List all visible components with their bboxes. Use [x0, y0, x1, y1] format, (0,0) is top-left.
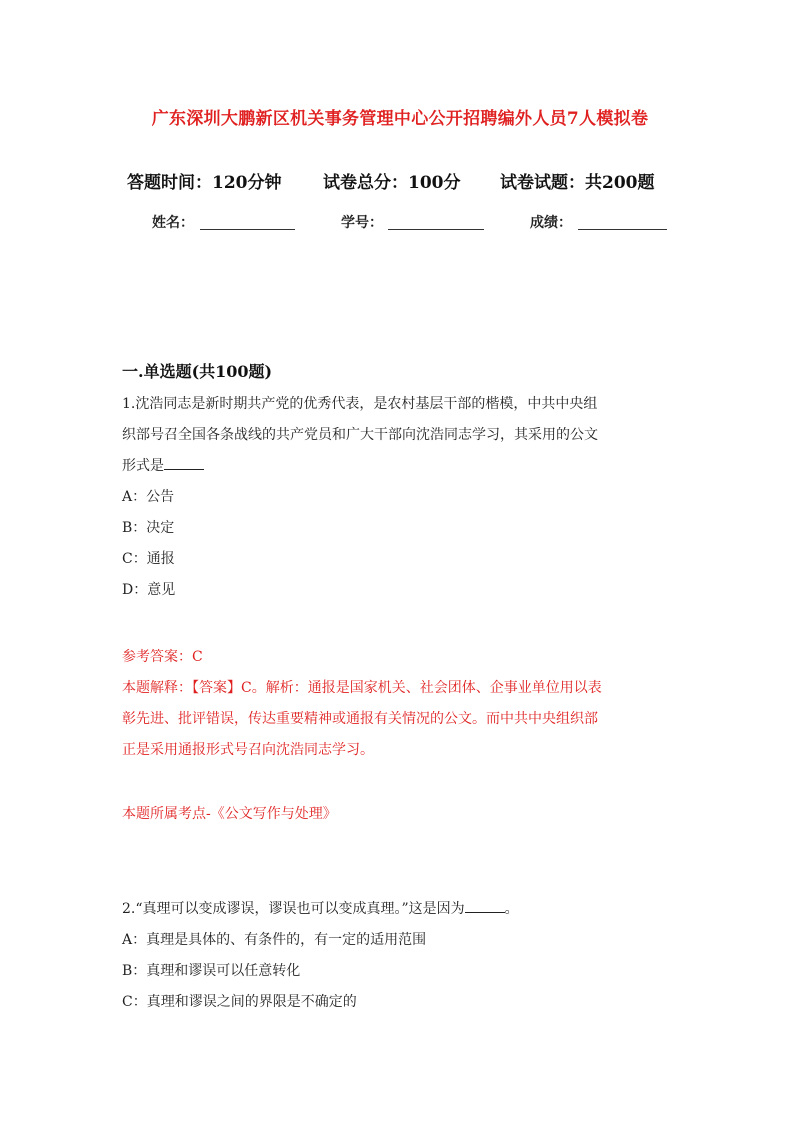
grade-label: 成绩：: [530, 215, 572, 231]
option-c[interactable]: C：真理和谬误之间的界限是不确定的: [122, 994, 357, 1010]
student-id-field[interactable]: [388, 229, 484, 230]
question-2-stem: 2.“真理可以变成谬误，谬误也可以变成真理。”这是因为 。: [122, 894, 682, 925]
section-heading: 一.单选题(共100题): [122, 362, 273, 381]
grade-field[interactable]: [578, 229, 667, 230]
option-b[interactable]: B：决定: [122, 520, 175, 536]
exam-time: 答题时间：120分钟: [127, 173, 282, 193]
question-1: [122, 389, 682, 606]
option-d[interactable]: D：意见: [122, 582, 176, 598]
exam-total-score: 试卷总分：100分: [323, 173, 461, 193]
exam-question-count: 试卷试题：共200题: [500, 173, 655, 193]
student-id-label: 学号：: [341, 215, 383, 231]
name-label: 姓名：: [152, 215, 194, 231]
explanation-line: 本题解释：【答案】C。解析：通报是国家机关、社会团体、企事业单位用以表: [122, 680, 602, 696]
reference-answer: 参考答案：C: [122, 649, 203, 665]
question-1-stem-line: 形式是: [122, 451, 682, 482]
question-2: [122, 894, 682, 1018]
question-1-stem-line: 1.沈浩同志是新时期共产党的优秀代表，是农村基层干部的楷模，中共中央组: [122, 396, 598, 412]
option-b[interactable]: B：真理和谬误可以任意转化: [122, 963, 301, 979]
exam-title: 广东深圳大鹏新区机关事务管理中心公开招聘编外人员7人模拟卷: [151, 109, 649, 129]
question-1-topic: [122, 799, 682, 830]
option-c[interactable]: C：通报: [122, 551, 175, 567]
answer-blank: [465, 898, 505, 913]
option-a[interactable]: A：真理是具体的、有条件的，有一定的适用范围: [122, 932, 427, 948]
answer-blank: [164, 455, 204, 470]
explanation-line: 正是采用通报形式号召向沈浩同志学习。: [122, 742, 374, 758]
question-1-answer-block: [122, 642, 682, 766]
topic-line: 本题所属考点-《公文写作与处理》: [122, 806, 337, 822]
name-field[interactable]: [200, 229, 295, 230]
option-a[interactable]: A：公告: [122, 489, 175, 505]
explanation-line: 彰先进、批评错误，传达重要精神或通报有关情况的公文。而中共中央组织部: [122, 711, 598, 727]
question-1-stem-line: 织部号召全国各条战线的共产党员和广大干部向沈浩同志学习，其采用的公文: [122, 427, 598, 443]
